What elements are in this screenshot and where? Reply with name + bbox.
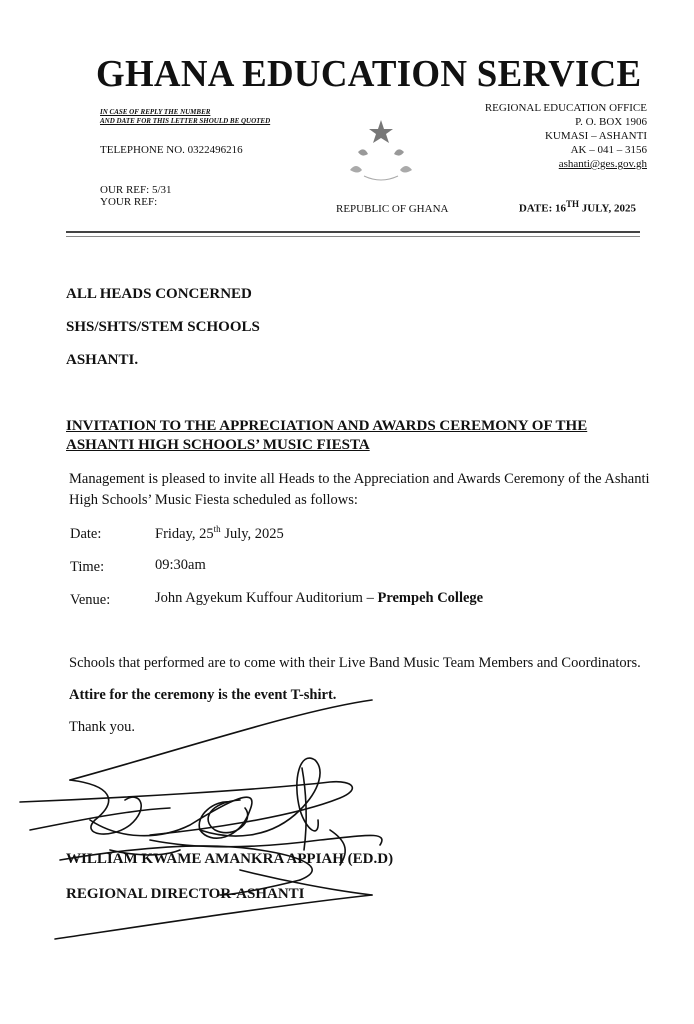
- po-box: P. O. BOX 1906: [575, 116, 647, 128]
- intro-line1: Management is pleased to invite all Heads to the Appreciation and Awards Ceremony of the Ashanti: [69, 471, 650, 487]
- addressee-line3: ASHANTI.: [66, 352, 139, 368]
- attire-note: Attire for the ceremony is the event T-shirt.: [69, 687, 337, 703]
- event-time-value: 09:30am: [155, 557, 206, 573]
- event-date-value: Friday, 25th July, 2025: [155, 524, 284, 542]
- event-venue-value: John Agyekum Kuffour Auditorium – Prempeh College: [155, 590, 484, 606]
- signatory-name: WILLIAM KWAME AMANKRA APPIAH (ED.D): [66, 851, 394, 867]
- email-link[interactable]: ashanti@ges.gov.gh: [558, 158, 647, 170]
- header-divider: [66, 231, 640, 233]
- handwritten-signature: [0, 690, 694, 950]
- regional-office: REGIONAL EDUCATION OFFICE: [484, 102, 647, 114]
- telephone-number: TELEPHONE NO. 0322496216: [100, 144, 243, 156]
- republic-label: REPUBLIC OF GHANA: [336, 203, 449, 215]
- event-time-label: Time:: [70, 559, 105, 575]
- our-reference: OUR REF: 5/31: [100, 184, 172, 196]
- organization-name: GHANA EDUCATION SERVICE: [96, 53, 642, 95]
- addressee-line1: ALL HEADS CONCERNED: [66, 286, 252, 302]
- signatory-title: REGIONAL DIRECTOR-ASHANTI: [66, 886, 305, 902]
- closing-line: Thank you.: [69, 719, 136, 735]
- reply-instruction-line1: IN CASE OF REPLY THE NUMBER: [100, 108, 211, 116]
- city: KUMASI – ASHANTI: [544, 130, 647, 142]
- event-venue-label: Venue:: [70, 592, 111, 608]
- digital-address: AK – 041 – 3156: [570, 144, 647, 156]
- header-divider-thin: [66, 236, 640, 237]
- letter-date: DATE: 16TH JULY, 2025: [518, 199, 636, 215]
- intro-line2: High Schools’ Music Fiesta scheduled as follows:: [69, 492, 358, 508]
- event-date-label: Date:: [70, 526, 102, 542]
- coat-of-arms-icon: [336, 112, 426, 192]
- performers-note: Schools that performed are to come with their Live Band Music Team Members and Coordinators.: [69, 655, 641, 671]
- reply-instruction: [100, 108, 270, 126]
- your-reference: YOUR REF:: [100, 196, 158, 208]
- reply-instruction-line2: AND DATE FOR THIS LETTER SHOULD BE QUOTED: [100, 117, 271, 125]
- subject-heading: INVITATION TO THE APPRECIATION AND AWARDS CEREMONY OF THE ASHANTI HIGH SCHOOLS’ MUSIC FIESTA: [66, 418, 588, 453]
- addressee-line2: SHS/SHTS/STEM SCHOOLS: [66, 319, 260, 335]
